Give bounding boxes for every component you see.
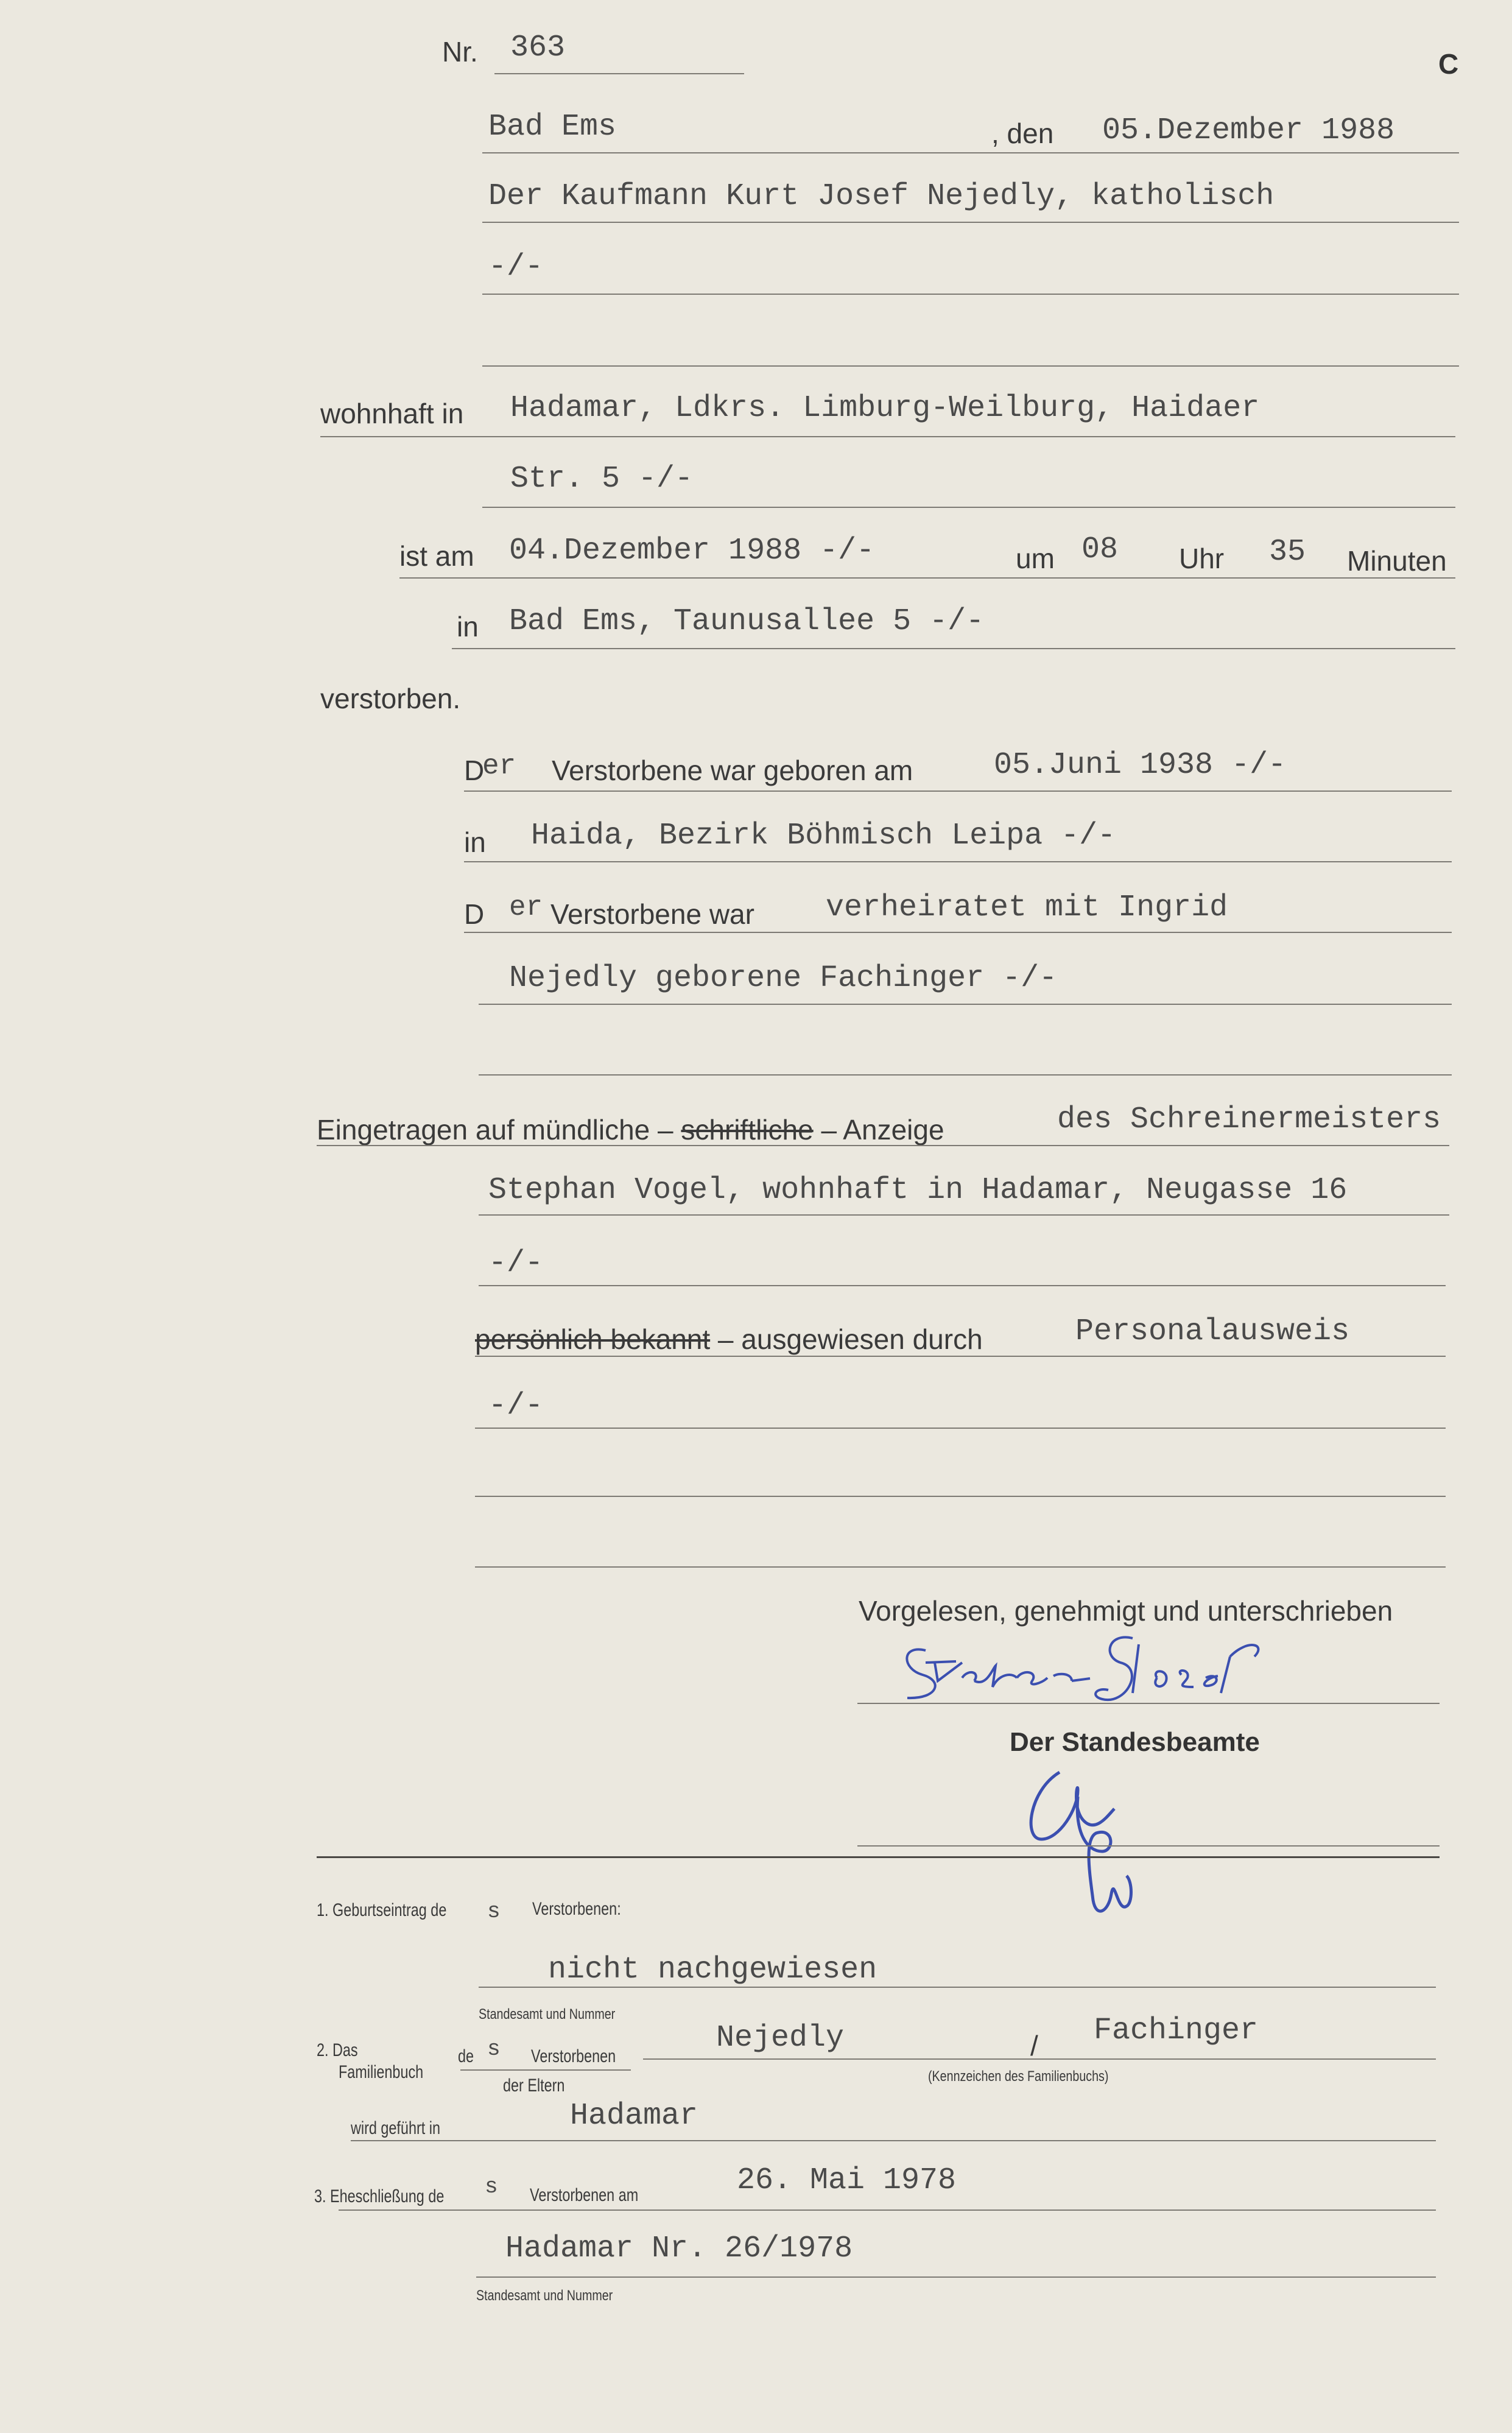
marital-line-1: verheiratet mit Ingrid xyxy=(826,890,1228,925)
person-line-3-rule xyxy=(482,365,1459,367)
death-place: Bad Ems, Taunusallee 5 -/- xyxy=(509,604,985,639)
informant-line-3: -/- xyxy=(488,1246,544,1281)
residence-line-2: Str. 5 -/- xyxy=(510,462,694,496)
marital-line-2: Nejedly geborene Fachinger -/- xyxy=(509,961,1058,996)
residence-rule-2 xyxy=(482,507,1455,508)
birth-er: er xyxy=(482,750,516,782)
death-minutes: 35 xyxy=(1269,535,1306,569)
registration-rule-2 xyxy=(479,1214,1449,1216)
familienbuch-kennzeichen: (Kennzeichen des Familienbuchs) xyxy=(928,2068,1109,2085)
residence-line-1: Hadamar, Ldkrs. Limburg-Weilburg, Haidaer xyxy=(510,391,1260,426)
identification-value: Personalausweis xyxy=(1075,1314,1350,1349)
eingetragen-prefix: Eingetragen auf mündliche – xyxy=(317,1114,681,1146)
nr-value: 363 xyxy=(510,30,566,65)
informant-signature xyxy=(889,1620,1291,1711)
marriage-rule xyxy=(339,2209,1436,2211)
informant-line-2: Stephan Vogel, wohnhaft in Hadamar, Neugasse 16 xyxy=(488,1173,1348,1208)
marriage-office-rule xyxy=(476,2276,1436,2278)
identification-rule-2 xyxy=(475,1428,1446,1429)
birth-entry-suffix: Verstorbenen: xyxy=(532,1899,621,1919)
registrar-signature-line xyxy=(857,1845,1440,1847)
marriage-office: Hadamar Nr. 26/1978 xyxy=(505,2231,853,2266)
familienbuch-name-1: Nejedly xyxy=(716,2021,845,2055)
wird-gefuehrt-label: wird geführt in xyxy=(351,2118,440,2138)
marital-rule-3 xyxy=(479,1074,1452,1076)
familienbuch-s: s xyxy=(487,2037,501,2062)
ist-am-label: ist am xyxy=(399,540,474,572)
um-label: um xyxy=(1016,543,1055,574)
marital-rule-1 xyxy=(464,932,1452,933)
residence-rule-1 xyxy=(320,436,1455,437)
standesamt-nummer-caption: Standesamt und Nummer xyxy=(479,2006,616,2023)
nr-underline xyxy=(494,73,744,74)
wohnhaft-label: wohnhaft in xyxy=(320,398,464,429)
birth-d-prefix: D xyxy=(464,755,485,786)
identification-rule-1 xyxy=(475,1356,1446,1357)
minuten-label: Minuten xyxy=(1347,545,1447,577)
identification-suffix: – ausgewiesen durch xyxy=(710,1323,983,1355)
familienbuch-verstorbenen: Verstorbenen xyxy=(531,2046,616,2066)
familienbuch-place-rule xyxy=(351,2140,1436,2141)
person-line-2: -/- xyxy=(488,250,544,284)
deceased-name: Der Kaufmann Kurt Josef Nejedly, katholisch xyxy=(488,179,1275,214)
persoenlich-bekannt-struck: persönlich bekannt xyxy=(475,1323,711,1355)
standesamt-nummer-caption-2: Standesamt und Nummer xyxy=(476,2287,613,2304)
eingetragen-suffix: – Anzeige xyxy=(813,1114,944,1146)
death-date: 04.Dezember 1988 -/- xyxy=(509,533,875,568)
death-rule-2 xyxy=(452,648,1455,649)
record-date: 05.Dezember 1988 xyxy=(1102,113,1395,148)
nr-label: Nr. xyxy=(442,36,478,68)
marriage-date: 26. Mai 1978 xyxy=(737,2163,957,2198)
birth-rule-2 xyxy=(464,861,1452,862)
birth-label: Verstorbene war geboren am xyxy=(552,755,913,786)
birth-rule-1 xyxy=(464,790,1452,792)
den-label: , den xyxy=(991,118,1054,149)
marital-er: er xyxy=(509,892,543,923)
marriage-label: 3. Eheschließung de xyxy=(314,2186,445,2206)
familienbuch-short-rule xyxy=(460,2069,631,2071)
birth-entry-rule xyxy=(479,1987,1436,1988)
birth-in-label: in xyxy=(464,826,486,858)
identification-rule-3 xyxy=(475,1496,1446,1497)
identification-label xyxy=(475,1323,983,1356)
informant-signature-line xyxy=(857,1703,1440,1704)
identification-rule-4 xyxy=(475,1566,1446,1568)
closing-statement: Vorgelesen, genehmigt und unterschrieben xyxy=(859,1595,1393,1627)
registrar-label: Der Standesbeamte xyxy=(1010,1727,1260,1757)
familienbuch-das: 2. Das xyxy=(317,2040,358,2060)
person-line-2-rule xyxy=(482,294,1459,295)
birth-entry-s: s xyxy=(487,1899,501,1924)
registration-rule-3 xyxy=(479,1285,1446,1286)
marital-d-prefix: D xyxy=(464,898,485,930)
death-in-label: in xyxy=(457,611,479,643)
identification-line-2: -/- xyxy=(488,1389,544,1423)
marital-rule-2 xyxy=(479,1004,1452,1005)
familienbuch-place: Hadamar xyxy=(570,2099,698,2133)
marriage-suffix: Verstorbenen am xyxy=(530,2185,639,2205)
marriage-s: s xyxy=(485,2174,498,2199)
marital-label: Verstorbene war xyxy=(550,898,754,930)
familienbuch-rule xyxy=(643,2058,1436,2060)
uhr-label: Uhr xyxy=(1179,543,1225,574)
birth-entry-label: 1. Geburtseintrag de xyxy=(317,1900,447,1920)
familienbuch-de: de xyxy=(458,2046,474,2066)
familienbuch-name-2: Fachinger xyxy=(1094,2013,1259,2048)
birth-date: 05.Juni 1938 -/- xyxy=(994,748,1287,783)
informant-line-1: des Schreinermeisters xyxy=(1057,1102,1441,1137)
schriftliche-struck: schriftliche xyxy=(681,1114,814,1146)
person-line-1 xyxy=(482,222,1459,223)
familienbuch-der-eltern: der Eltern xyxy=(503,2076,565,2096)
death-hour: 08 xyxy=(1081,532,1119,567)
date-line xyxy=(482,152,1459,153)
eingetragen-label xyxy=(317,1113,944,1146)
familienbuch-slash: / xyxy=(1030,2030,1038,2062)
birth-place: Haida, Bezirk Böhmisch Leipa -/- xyxy=(531,819,1116,853)
birth-entry-value: nicht nachgewiesen xyxy=(548,1952,877,1987)
death-rule-1 xyxy=(399,577,1455,579)
corner-letter: C xyxy=(1438,48,1459,80)
familienbuch-label: Familienbuch xyxy=(339,2062,424,2082)
verstorben-label: verstorben. xyxy=(320,683,461,714)
registration-rule-1 xyxy=(317,1145,1449,1146)
section-divider xyxy=(317,1856,1440,1858)
place-value: Bad Ems xyxy=(488,110,617,144)
